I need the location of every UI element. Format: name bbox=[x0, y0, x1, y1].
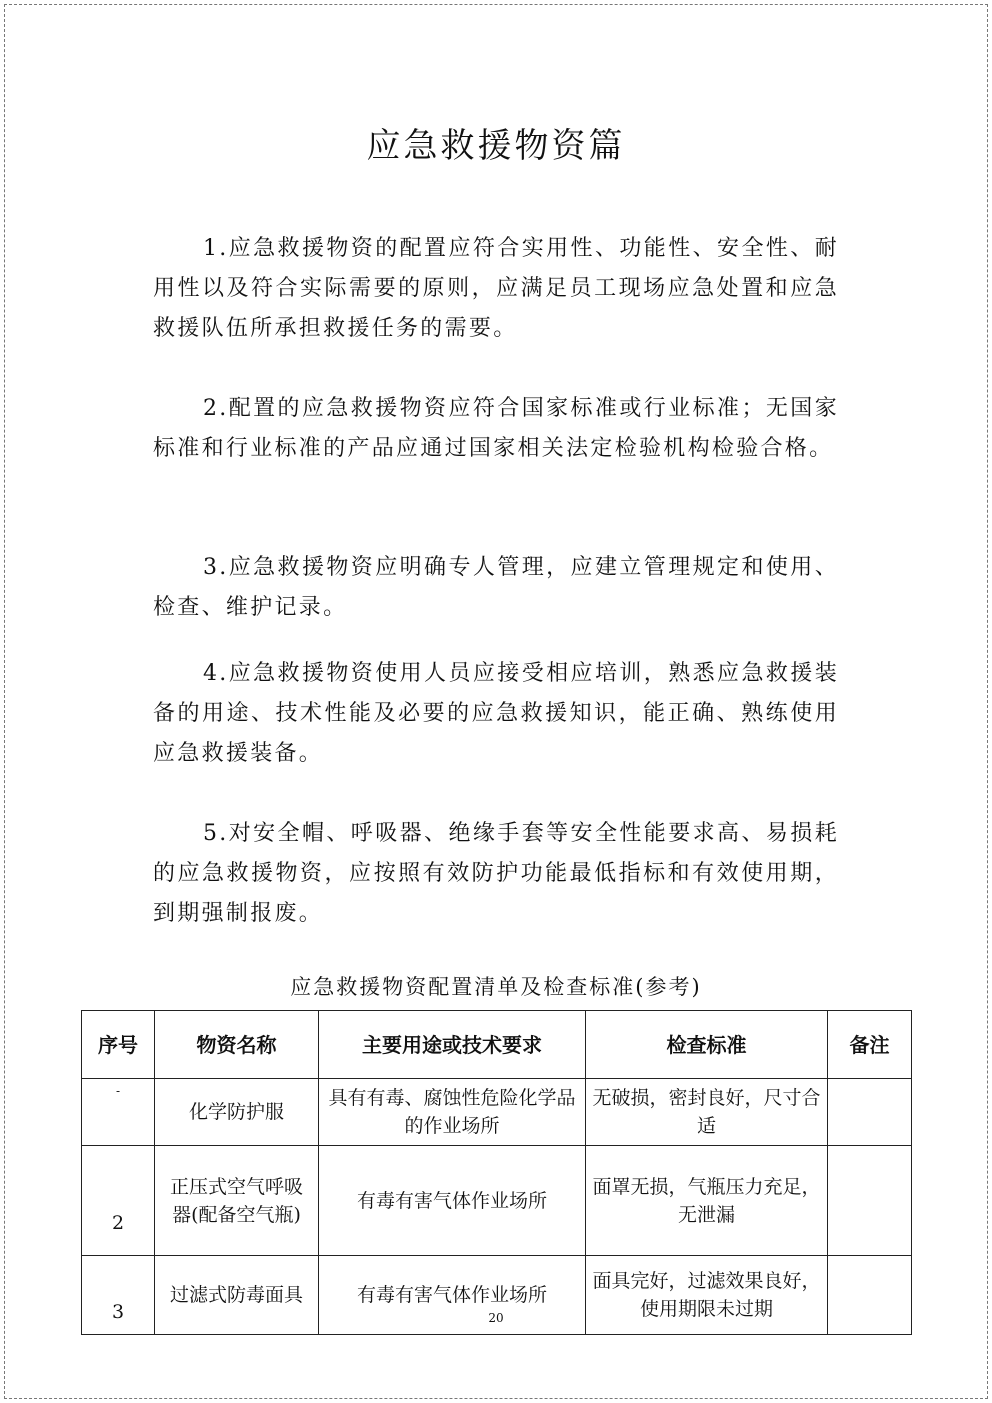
table-row bbox=[82, 1079, 912, 1146]
cell-no: 3 bbox=[82, 1256, 155, 1335]
paragraph-3: 3.应急救援物资应明确专人管理，应建立管理规定和使用、检查、维护记录。 bbox=[153, 555, 839, 620]
cell-usage: 有毒有害气体作业场所 bbox=[319, 1146, 586, 1256]
page-number: 20 bbox=[488, 1311, 504, 1325]
header-standard: 检查标准 bbox=[586, 1011, 828, 1079]
cell-name: 化学防护服 bbox=[155, 1079, 319, 1146]
cell-name: 过滤式防毒面具 bbox=[155, 1256, 319, 1335]
supplies-table bbox=[81, 1010, 912, 1335]
cell-usage: 有毒有害气体作业场所 bbox=[319, 1256, 586, 1335]
header-note: 备注 bbox=[828, 1011, 912, 1079]
header-usage: 主要用途或技术要求 bbox=[319, 1011, 586, 1079]
header-no: 序号 bbox=[82, 1011, 155, 1079]
cell-standard: 面具完好，过滤效果良好，使用期限未过期 bbox=[586, 1256, 828, 1335]
table-caption: 应急救援物资配置清单及检查标准(参考) bbox=[290, 975, 702, 999]
cell-no: - bbox=[82, 1079, 155, 1146]
table-row bbox=[82, 1146, 912, 1256]
cell-name: 正压式空气呼吸器(配备空气瓶) bbox=[155, 1146, 319, 1256]
cell-standard: 面罩无损，气瓶压力充足，无泄漏 bbox=[586, 1146, 828, 1256]
paragraph-5: 5.对安全帽、呼吸器、绝缘手套等安全性能要求高、易损耗的应急救援物资，应按照有效防护功能最低指标和有效使用期，到期强制报废。 bbox=[153, 821, 839, 926]
cell-no: 2 bbox=[82, 1146, 155, 1256]
page-title: 应急救援物资篇 bbox=[366, 126, 626, 166]
header-name: 物资名称 bbox=[155, 1011, 319, 1079]
paragraph-2: 2.配置的应急救援物资应符合国家标准或行业标准；无国家标准和行业标准的产品应通过国家相关法定检验机构检验合格。 bbox=[153, 396, 839, 461]
cell-note bbox=[828, 1079, 912, 1146]
cell-note bbox=[828, 1146, 912, 1256]
paragraph-1: 1.应急救援物资的配置应符合实用性、功能性、安全性、耐用性以及符合实际需要的原则，应满足员工现场应急处置和应急救援队伍所承担救援任务的需要。 bbox=[153, 236, 839, 341]
cell-usage: 具有有毒、腐蚀性危险化学品的作业场所 bbox=[319, 1079, 586, 1146]
cell-standard: 无破损，密封良好，尺寸合适 bbox=[586, 1079, 828, 1146]
paragraph-4: 4.应急救援物资使用人员应接受相应培训，熟悉应急救援装备的用途、技术性能及必要的应急救援知识，能正确、熟练使用应急救援装备。 bbox=[153, 661, 839, 766]
table-header-row bbox=[82, 1011, 912, 1079]
